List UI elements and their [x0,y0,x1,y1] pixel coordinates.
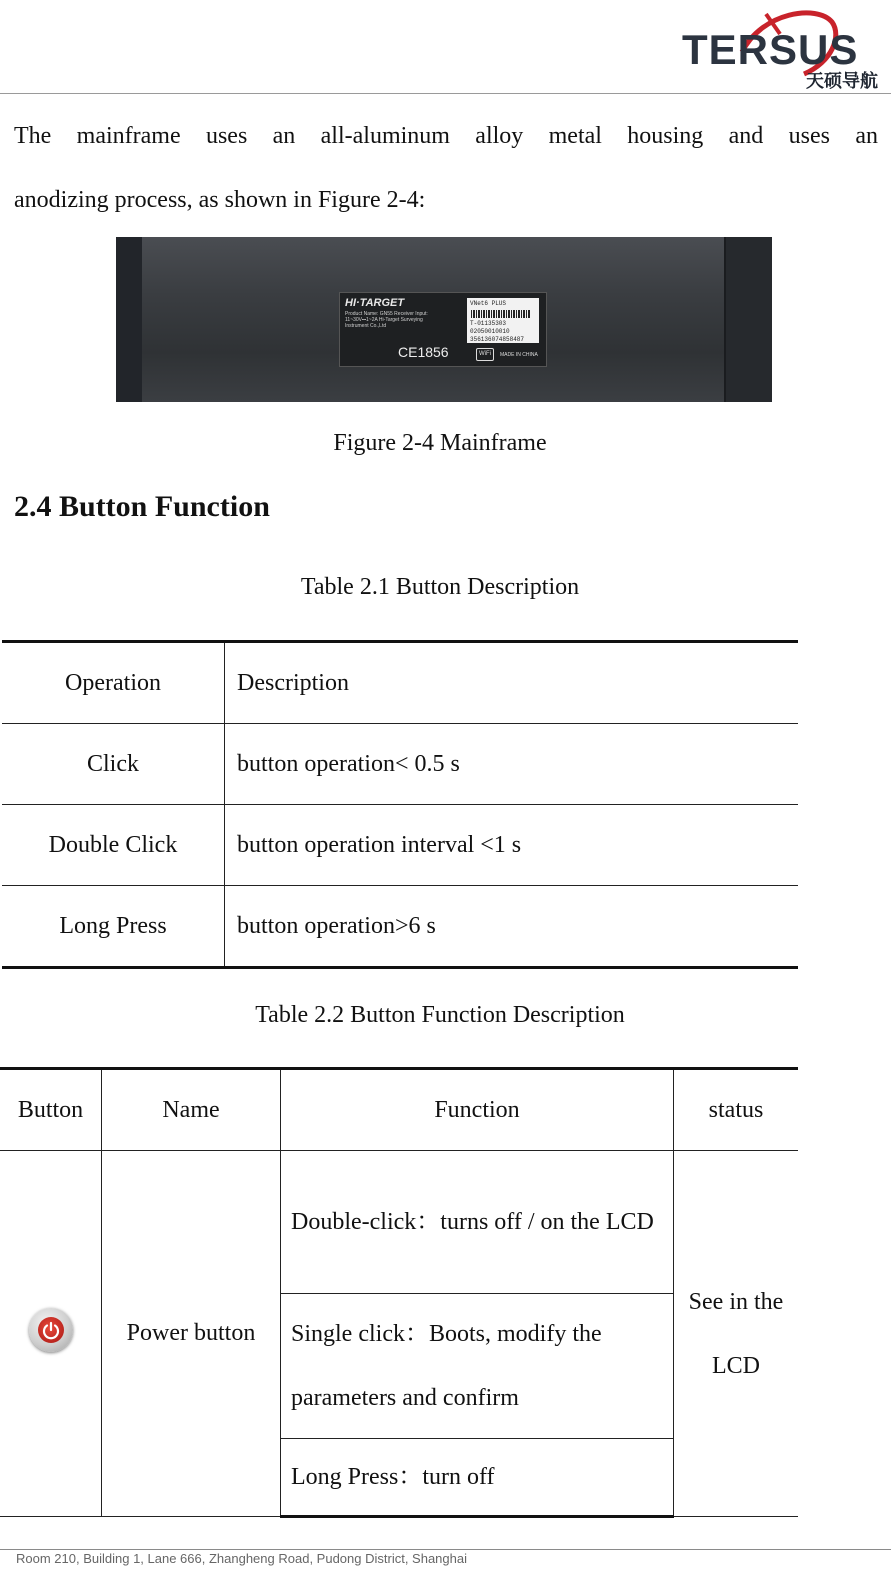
table-header-row [0,1069,798,1151]
button-icon-cell [0,1151,102,1517]
table-cell: Click [2,724,225,805]
table-header-cell: Name [102,1069,281,1151]
button-description-table [2,640,798,969]
paragraph-line: The mainframe uses an all-aluminum alloy metal housing and uses an [14,123,878,149]
intro-paragraph [14,104,878,232]
table-cell: button operation< 0.5 s [225,724,799,805]
table-header-cell: status [674,1069,799,1151]
header-divider [0,93,891,94]
made-in-text: MADE IN CHINA [500,352,538,358]
figure-caption: Figure 2-4 Mainframe [333,430,547,456]
table2-caption: Table 2.2 Button Function Description [255,1002,625,1028]
logo-wordmark: TERSUS [682,26,859,73]
table-header-cell: Function [281,1069,674,1151]
table-cell: Long Press [2,886,225,968]
table-row [2,724,798,805]
paragraph-line: anodizing process, as shown in Figure 2-4: [14,187,426,213]
table-header-cell: Operation [2,642,225,724]
label-fine-print: Product Name: GN55 Receiver Input: 11~30V⎓1~2A Hi-Target Surveying Instrument Co.,Ltd [345,311,428,329]
footer-divider [0,1549,891,1550]
table-header-cell: Description [225,642,799,724]
power-button-icon [29,1308,73,1352]
label-numbers: T-01135303 02050010010 356136074858487 [470,320,525,343]
status-cell: See in the LCD [674,1151,799,1517]
table-header-cell: Button [0,1069,102,1151]
table-cell: button operation interval <1 s [225,805,799,886]
table-row [2,886,798,968]
label-model: VNet6 PLUS [470,300,507,307]
label-brand: HI·TARGET [345,297,405,309]
barcode-icon [471,310,531,318]
function-cell: Double-click：turns off / on the LCD [281,1151,674,1294]
section-heading: 2.4 Button Function [14,490,270,523]
table-cell: button operation>6 s [225,886,799,968]
label-serial-sticker [467,298,539,343]
product-label [339,292,547,367]
table1-caption: Table 2.1 Button Description [300,574,580,600]
footer-address: Room 210, Building 1, Lane 666, Zhangheng Road, Pudong District, Shanghai [16,1551,467,1566]
table-cell: Double Click [2,805,225,886]
table-row [0,1151,798,1294]
logo-chinese-text: 天硕导航 [806,71,878,92]
table-row [2,805,798,886]
wifi-icon: WiFi [476,348,494,361]
function-cell: Long Press：turn off [281,1439,674,1517]
mainframe-photo [116,237,772,402]
company-logo [682,4,882,90]
table-header-row [2,642,798,724]
button-name-cell: Power button [102,1151,281,1517]
ce-mark: CE1856 [398,344,449,360]
function-cell: Single click：Boots, modify the parameters and confirm [281,1294,674,1439]
button-function-table [0,1067,798,1518]
